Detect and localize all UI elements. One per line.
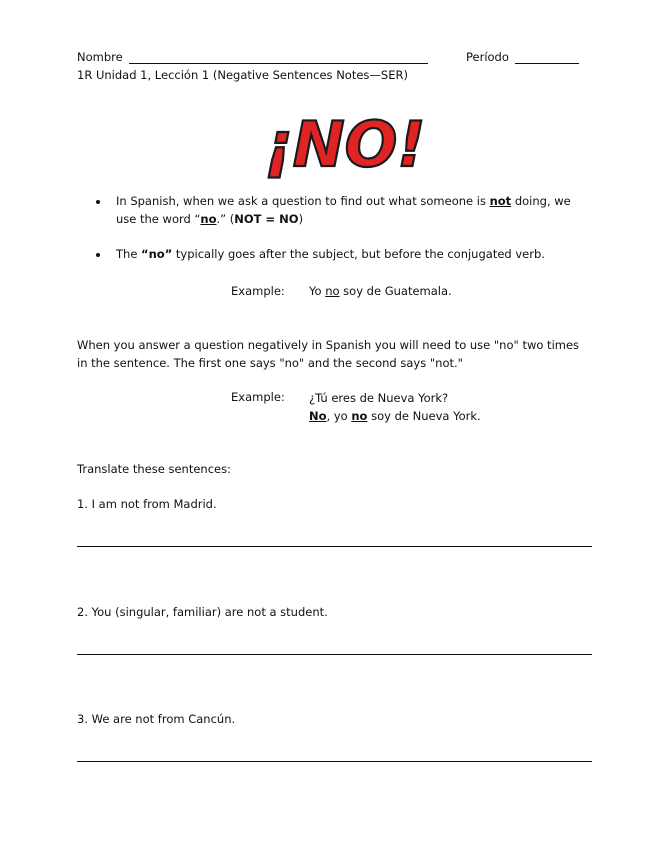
- example-1-no: no: [325, 284, 340, 298]
- bullet-1-text-e: .” (: [216, 212, 235, 226]
- bullet-1-text-f: ): [298, 212, 304, 226]
- example-2-answer-no-1: No: [309, 409, 327, 423]
- nombre-label: Nombre: [77, 50, 123, 64]
- example-1-label: Example:: [231, 284, 285, 298]
- example-2-answer: [309, 407, 481, 425]
- bullet-dot-1: [96, 200, 100, 204]
- subtitle: 1R Unidad 1, Lección 1 (Negative Sentences Notes—SER): [77, 68, 408, 82]
- bullet-1-text-c: doing, we: [511, 194, 571, 208]
- example-2-answer-d: soy de Nueva York.: [367, 409, 481, 423]
- example-2-answer-b: , yo: [326, 409, 352, 423]
- example-2-question: ¿Tú eres de Nueva York?: [309, 391, 449, 405]
- question-3: 3. We are not from Cancún.: [77, 712, 236, 726]
- bullet-dot-2: [96, 253, 100, 257]
- explanation-paragraph: [77, 336, 579, 372]
- paragraph-line-2: in the sentence. The first one says "no" and the second says "not.": [77, 356, 463, 370]
- no-logo-icon: [264, 108, 426, 181]
- example-2-block: [309, 389, 481, 425]
- example-1-sentence: [309, 284, 452, 298]
- bullet-2-no: “no”: [141, 247, 173, 261]
- bullet-1-not: not: [489, 194, 512, 208]
- answer-3-line[interactable]: [77, 761, 592, 762]
- bullet-1-no: no: [200, 212, 217, 226]
- bullet-2-text-c: typically goes after the subject, but before the conjugated verb.: [172, 247, 545, 261]
- translate-heading: Translate these sentences:: [77, 462, 231, 476]
- bullet-1: [116, 192, 571, 228]
- answer-2-line[interactable]: [77, 654, 592, 655]
- bullet-1-text-a: In Spanish, when we ask a question to find out what someone is: [116, 194, 490, 208]
- bullet-2-text-a: The: [116, 247, 142, 261]
- periodo-label: Período: [466, 50, 509, 64]
- no-logo-text: ¡NO!: [264, 108, 426, 181]
- question-1: 1. I am not from Madrid.: [77, 497, 217, 511]
- bullet-2: [116, 245, 545, 263]
- example-2-answer-no-2: no: [351, 409, 368, 423]
- example-1-c: soy de Guatemala.: [339, 284, 452, 298]
- paragraph-line-1: When you answer a question negatively in Spanish you will need to use "no" two times: [77, 338, 580, 352]
- answer-1-line[interactable]: [77, 546, 592, 547]
- bullet-1-text-d: use the word “: [116, 212, 201, 226]
- example-1-a: Yo: [309, 284, 326, 298]
- bullet-1-not-equals-no: NOT = NO: [234, 212, 299, 226]
- question-2: 2. You (singular, familiar) are not a student.: [77, 605, 328, 619]
- example-2-label: Example:: [231, 390, 285, 404]
- periodo-blank[interactable]: [515, 63, 579, 64]
- nombre-blank[interactable]: [129, 63, 428, 64]
